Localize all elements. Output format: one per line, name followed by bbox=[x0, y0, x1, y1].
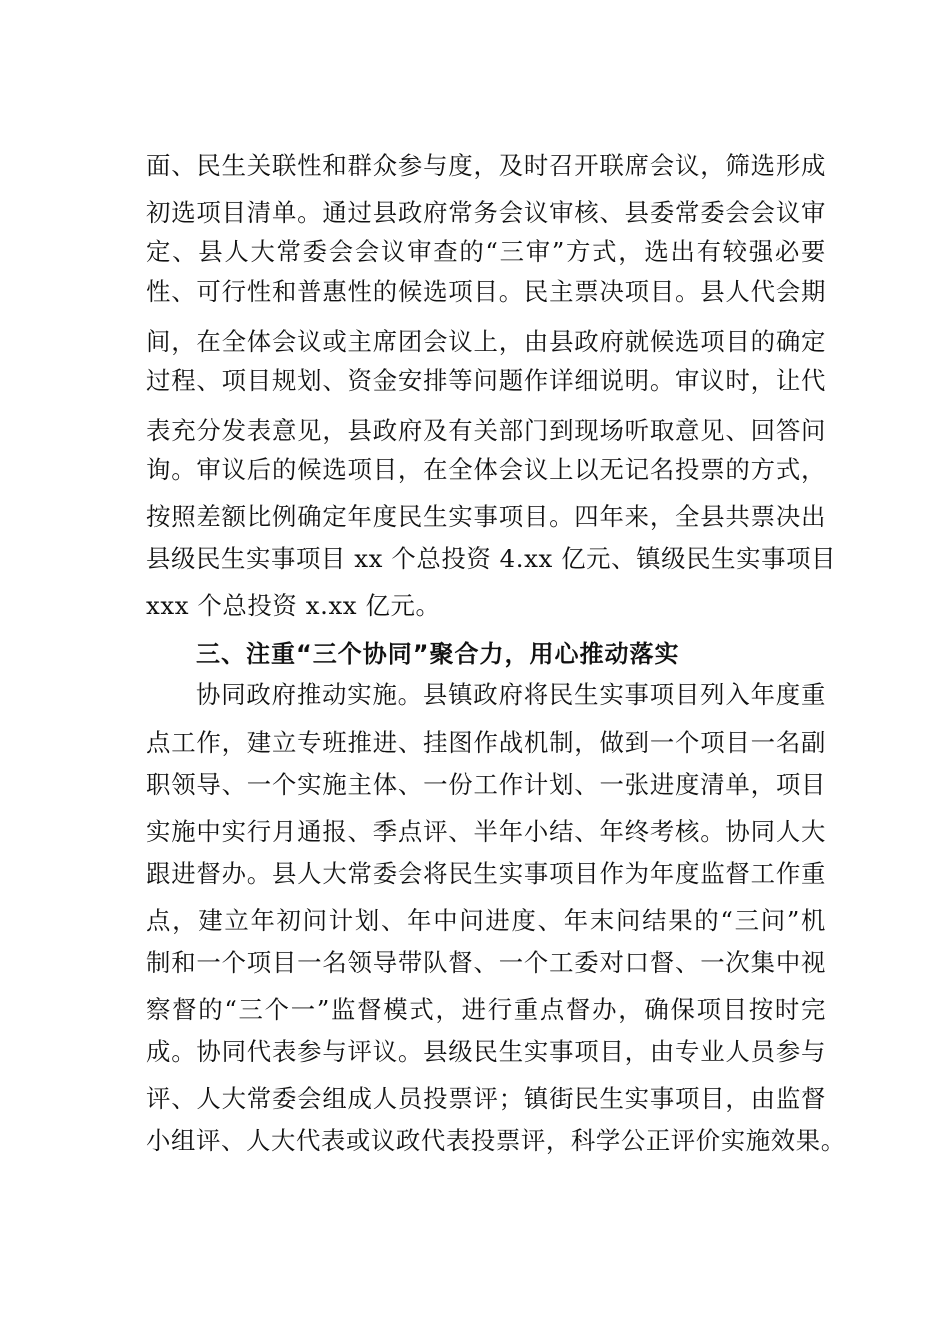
paragraph-line: 县级民生实事项目 xx 个总投资 4.xx 亿元、镇级民生实事项目 bbox=[146, 544, 837, 573]
paragraph-line: 实施中实行月通报、季点评、半年小结、年终考核。协同人大 bbox=[146, 817, 826, 846]
paragraph-line: 初选项目清单。通过县政府常务会议审核、县委常委会会议审 bbox=[146, 198, 826, 227]
paragraph-line: 制和一个项目一名领导带队督、一个工委对口督、一次集中视 bbox=[146, 948, 826, 977]
paragraph-line: 面、民生关联性和群众参与度，及时召开联席会议，筛选形成 bbox=[146, 151, 826, 180]
paragraph-line: 定、县人大常委会会议审查的“三审”方式，选出有较强必要 bbox=[146, 237, 826, 266]
paragraph-line: 按照差额比例确定年度民生实事项目。四年来，全县共票决出 bbox=[146, 502, 826, 531]
paragraph-line: 成。协同代表参与评议。县级民生实事项目，由专业人员参与 bbox=[146, 1037, 826, 1066]
paragraph-line: 评、人大常委会组成人员投票评；镇街民生实事项目，由监督 bbox=[146, 1084, 826, 1113]
paragraph-line: 性、可行性和普惠性的候选项目。民主票决项目。县人代会期 bbox=[146, 277, 826, 306]
paragraph-line: 间，在全体会议或主席团会议上，由县政府就候选项目的确定 bbox=[146, 327, 826, 356]
section-heading: 三、注重“三个协同”聚合力，用心推动落实 bbox=[196, 640, 680, 668]
paragraph-line: 跟进督办。县人大常委会将民生实事项目作为年度监督工作重 bbox=[146, 859, 826, 888]
paragraph-line: xxx 个总投资 x.xx 亿元。 bbox=[146, 591, 441, 620]
paragraph-line: 询。审议后的候选项目，在全体会议上以无记名投票的方式， bbox=[146, 455, 826, 484]
paragraph-line: 协同政府推动实施。县镇政府将民生实事项目列入年度重 bbox=[196, 680, 826, 709]
paragraph-line: 表充分发表意见，县政府及有关部门到现场听取意见、回答问 bbox=[146, 416, 826, 445]
paragraph-line: 过程、项目规划、资金安排等问题作详细说明。审议时，让代 bbox=[146, 366, 826, 395]
paragraph-line: 点工作，建立专班推进、挂图作战机制，做到一个项目一名副 bbox=[146, 728, 826, 757]
paragraph-line: 职领导、一个实施主体、一份工作计划、一张进度清单，项目 bbox=[146, 770, 826, 799]
paragraph-line: 小组评、人大代表或议政代表投票评，科学公正评价实施效果。 bbox=[146, 1126, 846, 1155]
paragraph-line: 点，建立年初问计划、年中问进度、年末问结果的“三问”机 bbox=[146, 906, 826, 935]
paragraph-line: 察督的“三个一”监督模式，进行重点督办，确保项目按时完 bbox=[146, 995, 826, 1024]
